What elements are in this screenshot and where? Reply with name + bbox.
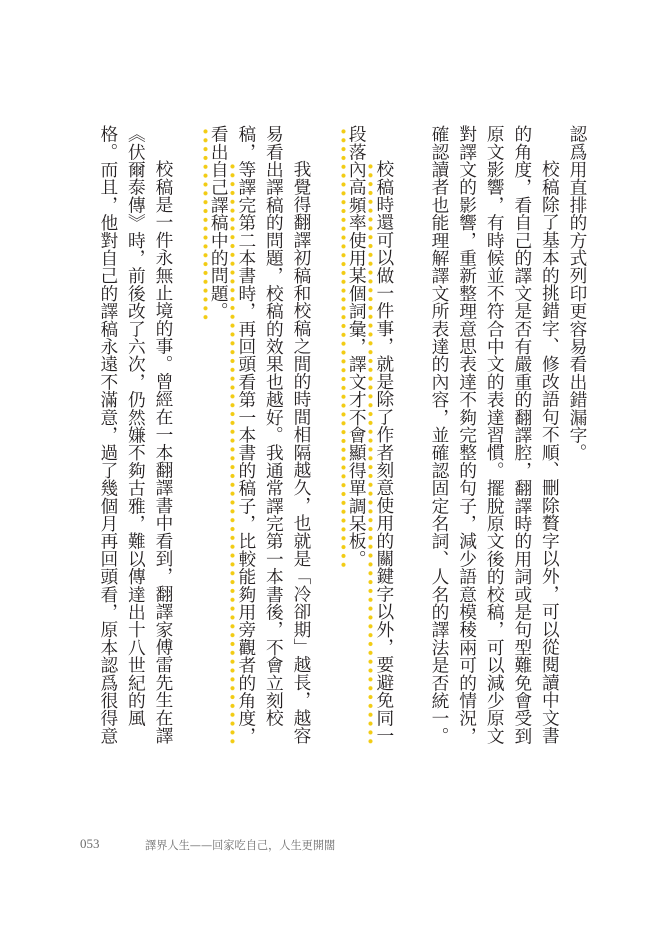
emphasized-text: 段落內高頻率使用某個詞彙，譯文才不會顯得單調呆板。 bbox=[346, 125, 367, 568]
body-text: 我覺得翻譯初稿和校稿之間的時間相隔越久，也就是「冷卻期」越長，越容 bbox=[291, 160, 311, 745]
body-text: 易看出譯稿的問題，校稿的效果也越好。我通常譯完第一本書後，不會立刻校 bbox=[263, 125, 284, 727]
text-column bbox=[99, 125, 117, 765]
text-column bbox=[375, 160, 393, 800]
text-column bbox=[568, 125, 586, 765]
text-column bbox=[126, 125, 144, 765]
emphasized-text: 看出自己譯稿中的問題。 bbox=[208, 125, 229, 320]
body-text: 確認讀者也能理解譯文所表達的內容，並確認固定名詞、人名的譯法是否統一。 bbox=[429, 125, 449, 745]
body-text: 稿， bbox=[235, 125, 256, 161]
emphasis-dots bbox=[368, 162, 373, 744]
text-column bbox=[209, 125, 227, 765]
text-column bbox=[513, 125, 531, 765]
text-column bbox=[264, 125, 282, 765]
text-column bbox=[540, 160, 558, 800]
body-text: 認爲用直排的方式列印更容易看出錯漏字。 bbox=[567, 125, 587, 462]
emphasized-text: 校稿時還可以做一件事，就是除了作者刻意使用的關鍵字以外，要避免同一 bbox=[373, 160, 394, 745]
text-column bbox=[458, 125, 476, 765]
body-text: 對譯文的影響，重新整理意思表達不夠完整的句子，減少語意模稜兩可的情況， bbox=[456, 125, 477, 745]
body-text: 的角度，看自己的譯文是否有嚴重的翻譯腔，翻譯時的用詞或是句型難免會受到 bbox=[511, 125, 532, 745]
emphasis-dots bbox=[230, 162, 235, 744]
running-title: 譯界人生——回家吃自己，人生更開闊 bbox=[145, 839, 336, 852]
emphasis-dots bbox=[203, 127, 208, 320]
text-column bbox=[154, 160, 172, 800]
text-column bbox=[485, 125, 503, 765]
text-column bbox=[292, 160, 310, 800]
emphasis-dots bbox=[341, 127, 346, 568]
body-text: 《伏爾泰傳》時，前後改了六次，仍然嫌不夠古雅，難以傳達出十八世紀的風 bbox=[125, 125, 146, 727]
text-column bbox=[237, 125, 255, 765]
emphasized-text: 等譯完第二本書時，再回頭看第一本書的稿子，比較能夠用旁觀者的角度， bbox=[235, 160, 256, 745]
text-column bbox=[430, 125, 448, 765]
body-text: 原文影響，有時候並不符合中文的表達習慣。擺脫原文後的校稿，可以減少原文 bbox=[484, 125, 505, 745]
body-text: 校稿是一件永無止境的事。曾經在一本翻譯書中看到，翻譯家傅雷先生在譯 bbox=[153, 160, 173, 745]
text-column bbox=[347, 125, 365, 765]
page-number: 053 bbox=[80, 836, 100, 851]
body-text: 校稿除了基本的挑錯字、修改語句不順、刪除贅字以外，可以從閱讀中文書 bbox=[539, 160, 560, 745]
body-text: 格。而且，他對自己的譯稿永遠不滿意，過了幾個月再回頭看，原本認爲很得意 bbox=[97, 125, 118, 745]
